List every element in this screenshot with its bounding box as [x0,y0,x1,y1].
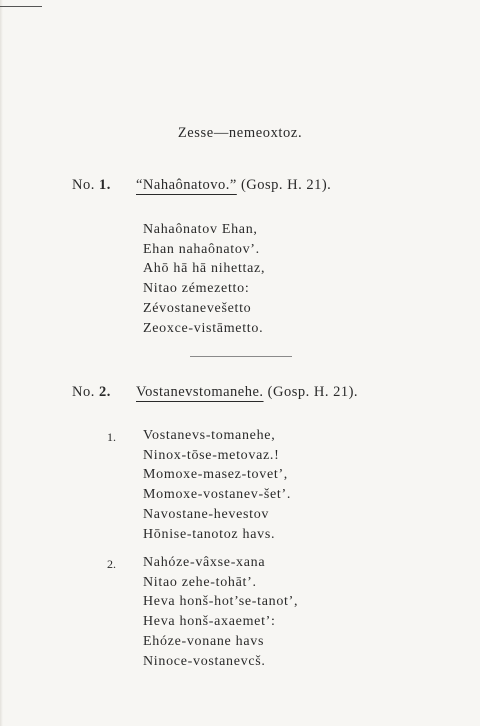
verse-line: Navostane-hevestov [143,506,270,522]
song-heading [72,384,358,401]
verse-line: Momoxe-vostanev-šet’. [143,487,292,503]
song-name: “Nahaônatovo.” [136,177,237,193]
song-number-digit: 1. [98,177,111,193]
song-number-label: No. [72,177,99,193]
verse [143,426,291,544]
song-number [72,384,136,401]
page-left-edge [0,0,3,726]
verse [143,553,298,671]
verse-line: Hōnise-tanotoz havs. [143,526,276,542]
verse-line: Nitao zehe-tohāt’. [143,574,257,590]
verse-line: Ehan nahaônatov’. [143,241,260,257]
verse-line: Heva honš-axaemet’: [143,614,276,630]
verse-line: Momoxe-masez-tovet’, [143,467,289,483]
verse [143,220,265,338]
verse-line: Nahaônatov Ehan, [143,222,258,237]
verse-line: Ehóze-vonane havs [143,633,265,649]
song-number-label: No. [72,384,99,400]
verse-line: Heva honš-hot’se-tanot’, [143,594,299,610]
song-heading [72,177,331,194]
verse-number: 2. [107,557,116,571]
verse-line: Zévostanevešetto [143,300,252,316]
verse-line: Ninox-tōse-metovaz.! [143,447,280,463]
verse-line: Nitao zémezetto: [143,281,250,297]
verse-line: Nahóze-vâxse-xana [143,555,266,570]
verse-line: Ninoce-vostanevcš. [143,653,266,669]
section-divider [190,356,292,357]
song-name: Vostanevstomanehe. [136,384,264,400]
page-top-rule [0,6,42,7]
song-number [72,177,136,194]
song-reference: (Gosp. H. 21). [236,177,332,193]
verse-line: Zeoxce-vistāmetto. [143,320,264,336]
song-number-digit: 2. [98,384,111,400]
page-title: Zesse—nemeoxtoz. [177,125,303,141]
verse-line: Vostanevs-tomanehe, [143,428,276,443]
verse-number: 1. [107,430,116,444]
verse-line: Ahō hā hā nihettaz, [143,261,266,277]
song-reference: (Gosp. H. 21). [263,384,359,400]
